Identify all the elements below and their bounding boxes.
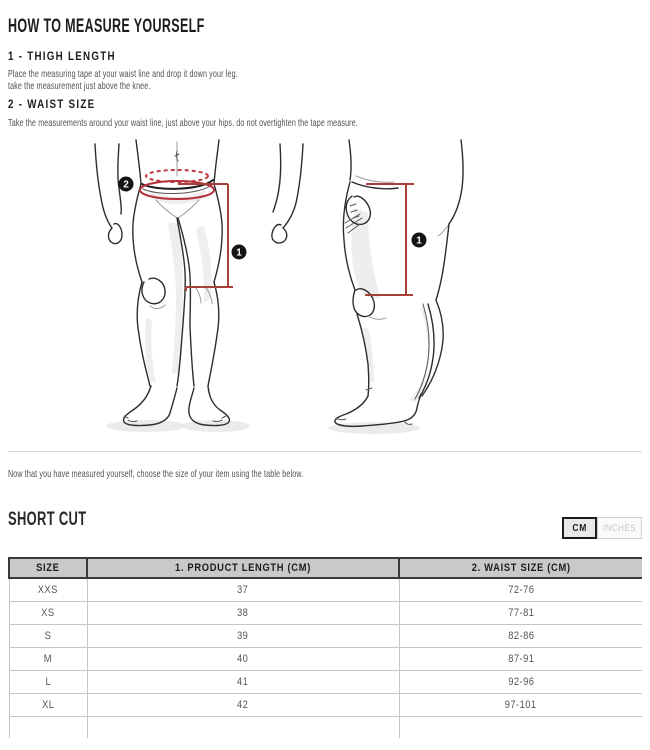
header-size: SIZE bbox=[9, 558, 87, 578]
measurement-diagram bbox=[0, 138, 650, 450]
product-name-heading: SHORT CUT bbox=[8, 509, 87, 530]
step2-heading: 2 - WAIST SIZE bbox=[8, 99, 96, 111]
page-title: HOW TO MEASURE YOURSELF bbox=[8, 16, 205, 37]
section-divider bbox=[8, 451, 642, 452]
header-waist-size: 2. WAIST SIZE (CM) bbox=[399, 558, 642, 578]
step1-instructions: Place the measuring tape at your waist line and drop it down your leg. take the measurement just above the knee. bbox=[8, 68, 238, 92]
table-row: XS 38 77-81 bbox=[9, 601, 642, 624]
table-row-clipped bbox=[9, 716, 642, 738]
table-row: M 40 87-91 bbox=[9, 647, 642, 670]
marker-2-waist bbox=[119, 177, 134, 192]
size-table-container bbox=[8, 557, 642, 738]
table-header-row bbox=[9, 558, 642, 578]
step2-instructions: Take the measurements around your waist line, just above your hips. do not overtighten the tape measure. bbox=[8, 117, 358, 129]
table-row: XL 42 97-101 bbox=[9, 693, 642, 716]
marker-1-side-thigh bbox=[412, 233, 427, 248]
table-row: XXS 37 72-76 bbox=[9, 578, 642, 601]
header-product-length: 1. PRODUCT LENGTH (CM) bbox=[87, 558, 399, 578]
step1-heading: 1 - THIGH LENGTH bbox=[8, 51, 116, 63]
svg-text:2: 2 bbox=[123, 179, 129, 191]
svg-text:1: 1 bbox=[416, 235, 422, 247]
unit-toggle bbox=[562, 517, 642, 539]
marker-1-front-thigh bbox=[232, 245, 247, 260]
choose-size-note: Now that you have measured yourself, choose the size of your item using the table below. bbox=[8, 468, 304, 480]
size-table bbox=[8, 557, 642, 738]
svg-text:1: 1 bbox=[236, 247, 242, 259]
table-row: S 39 82-86 bbox=[9, 624, 642, 647]
inches-button[interactable]: INCHES bbox=[597, 517, 642, 539]
cm-button[interactable]: CM bbox=[562, 517, 597, 539]
table-row: L 41 92-96 bbox=[9, 670, 642, 693]
